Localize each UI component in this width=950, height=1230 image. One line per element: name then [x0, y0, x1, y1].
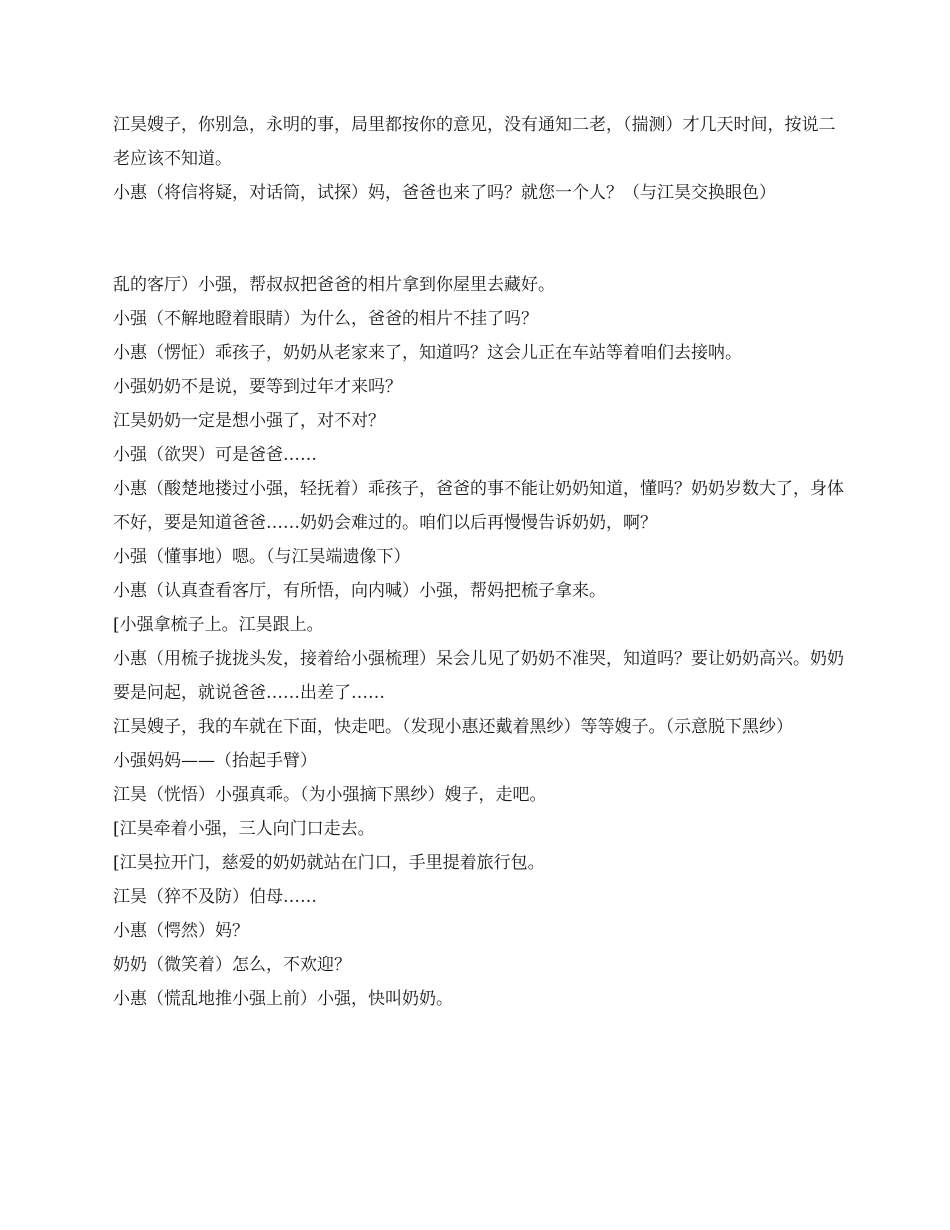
- dialogue-paragraph: 小惠（愕然）妈？: [113, 921, 249, 941]
- dialogue-paragraph: 江昊（猝不及防）伯母……: [113, 887, 317, 907]
- dialogue-paragraph: 江昊奶奶一定是想小强了，对不对？: [113, 411, 385, 431]
- dialogue-paragraph: 奶奶（微笑着）怎么，不欢迎？: [113, 955, 351, 975]
- dialogue-paragraph: 小强（欲哭）可是爸爸……: [113, 445, 317, 465]
- dialogue-paragraph: 江昊嫂子，你别急，永明的事，局里都按你的意见，没有通知二老，（揣测）才几天时间，按说二老应该不知道。: [113, 115, 836, 169]
- dialogue-paragraph: 小惠（将信将疑，对话筒，试探）妈，爸爸也来了吗？就您一个人？（与江昊交换眼色）: [113, 183, 776, 203]
- dialogue-paragraph: 小惠（酸楚地搂过小强，轻抚着）乖孩子，爸爸的事不能让奶奶知道，懂吗？奶奶岁数大了，身体不好，要是知道爸爸……奶奶会难过的。咱们以后再慢慢告诉奶奶，啊？: [113, 479, 844, 533]
- dialogue-paragraph: 小强（不解地瞪着眼睛）为什么，爸爸的相片不挂了吗？: [113, 309, 538, 329]
- dialogue-paragraph: 小惠（慌乱地推小强上前）小强，快叫奶奶。: [113, 989, 453, 1009]
- dialogue-paragraph: 小惠（愣怔）乖孩子，奶奶从老家来了，知道吗？这会儿正在车站等着咱们去接呐。: [113, 343, 742, 363]
- page-break-gap: [113, 210, 848, 268]
- dialogue-paragraph: 江昊嫂子，我的车就在下面，快走吧。（发现小惠还戴着黑纱）等等嫂子。（示意脱下黑纱）: [113, 717, 793, 737]
- dialogue-paragraph: 小强（懂事地）嗯。（与江昊端遗像下）: [113, 547, 411, 567]
- dialogue-paragraph: 小强奶奶不是说，要等到过年才来吗？: [113, 377, 402, 397]
- dialogue-paragraph: 小强妈妈——（抬起手臂）: [113, 751, 317, 771]
- dialogue-paragraph: 小惠（认真查看客厅，有所悟，向内喊）小强，帮妈把梳子拿来。: [113, 581, 606, 601]
- stage-direction: [小强拿梳子上。江昊跟上。: [113, 615, 324, 635]
- stage-direction: [江昊拉开门，慈爱的奶奶就站在门口，手里提着旅行包。: [113, 853, 545, 873]
- stage-direction: [江昊牵着小强，三人向门口走去。: [113, 819, 375, 839]
- dialogue-paragraph: 乱的客厅）小强，帮叔叔把爸爸的相片拿到你屋里去藏好。: [113, 275, 555, 295]
- dialogue-paragraph: 小惠（用梳子拢拢头发，接着给小强梳理）呆会儿见了奶奶不准哭，知道吗？要让奶奶高兴。奶奶要是问起，就说爸爸……出差了……: [113, 649, 844, 703]
- dialogue-paragraph: 江昊（恍悟）小强真乖。（为小强摘下黑纱）嫂子，走吧。: [113, 785, 547, 805]
- document-page: [113, 108, 848, 1016]
